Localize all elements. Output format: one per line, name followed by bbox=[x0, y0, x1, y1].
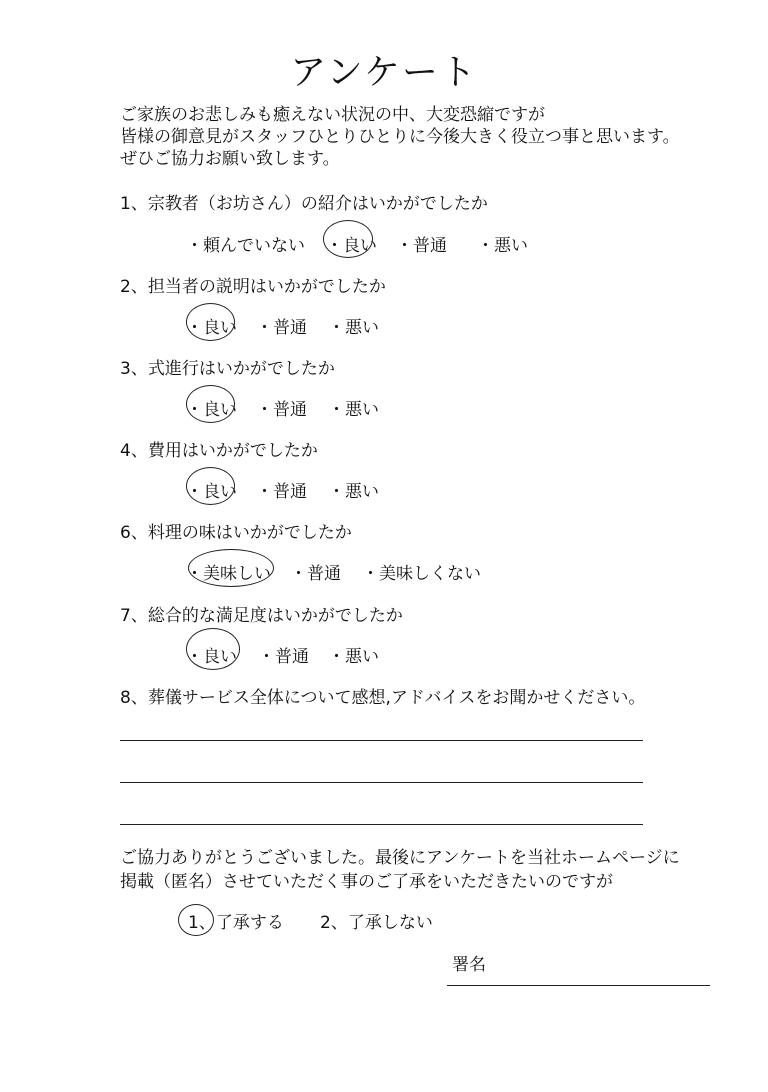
intro-text bbox=[120, 104, 680, 170]
option-good-selected[interactable]: ・良い bbox=[186, 400, 237, 420]
signature-label: 署名 bbox=[452, 955, 486, 975]
option-not-delicious[interactable]: ・美味しくない bbox=[362, 564, 481, 584]
intro-line: ぜひご協力お願い致します。 bbox=[120, 149, 340, 169]
question-3: 3、式進行はいかがでしたか bbox=[120, 359, 335, 379]
option-average[interactable]: ・普通 bbox=[256, 318, 307, 338]
option-good-selected[interactable]: ・良い bbox=[186, 318, 237, 338]
option-bad[interactable]: ・悪い bbox=[328, 400, 379, 420]
option-good-selected[interactable]: ・良い bbox=[186, 647, 237, 667]
consent-agree-option[interactable]: 1、了承する bbox=[188, 913, 284, 933]
option-bad[interactable]: ・悪い bbox=[328, 318, 379, 338]
option-average[interactable]: ・普通 bbox=[256, 400, 307, 420]
consent-decline-option[interactable]: 2、了承しない bbox=[320, 913, 433, 933]
closing-text bbox=[120, 846, 680, 894]
question-1: 1、宗教者（お坊さん）の紹介はいかがでしたか bbox=[120, 194, 488, 214]
option-good-selected[interactable]: ・良い bbox=[326, 236, 377, 256]
question-8: 8、葬儀サービス全体について感想,アドバイスをお聞かせください。 bbox=[120, 688, 646, 708]
page-title: アンケート bbox=[290, 52, 478, 93]
closing-line: ご協力ありがとうございました。最後にアンケートを当社ホームページに bbox=[120, 848, 680, 868]
closing-line: 掲載（匿名）させていただく事のご了承をいただきたいのですが bbox=[120, 872, 613, 892]
option-delicious-selected[interactable]: ・美味しい bbox=[186, 564, 271, 584]
question-6: 6、料理の味はいかがでしたか bbox=[120, 523, 352, 543]
option-not-requested[interactable]: ・頼んでいない bbox=[186, 236, 305, 256]
comment-line[interactable] bbox=[120, 782, 643, 783]
comment-line[interactable] bbox=[120, 824, 643, 825]
option-bad[interactable]: ・悪い bbox=[328, 482, 379, 502]
option-average[interactable]: ・普通 bbox=[258, 647, 309, 667]
option-average[interactable]: ・普通 bbox=[256, 482, 307, 502]
option-bad[interactable]: ・悪い bbox=[477, 236, 528, 256]
signature-line[interactable] bbox=[447, 985, 710, 986]
option-average[interactable]: ・普通 bbox=[290, 564, 341, 584]
option-bad[interactable]: ・悪い bbox=[328, 647, 379, 667]
intro-line: ご家族のお悲しみも癒えない状況の中、大変恐縮ですが bbox=[120, 105, 545, 125]
comment-line[interactable] bbox=[120, 740, 643, 741]
option-average[interactable]: ・普通 bbox=[396, 236, 447, 256]
question-4: 4、費用はいかがでしたか bbox=[120, 441, 318, 461]
question-7: 7、総合的な満足度はいかがでしたか bbox=[120, 606, 403, 626]
question-2: 2、担当者の説明はいかがでしたか bbox=[120, 277, 386, 297]
option-good-selected[interactable]: ・良い bbox=[186, 482, 237, 502]
intro-line: 皆様の御意見がスタッフひとりひとりに今後大きく役立つ事と思います。 bbox=[120, 127, 680, 147]
